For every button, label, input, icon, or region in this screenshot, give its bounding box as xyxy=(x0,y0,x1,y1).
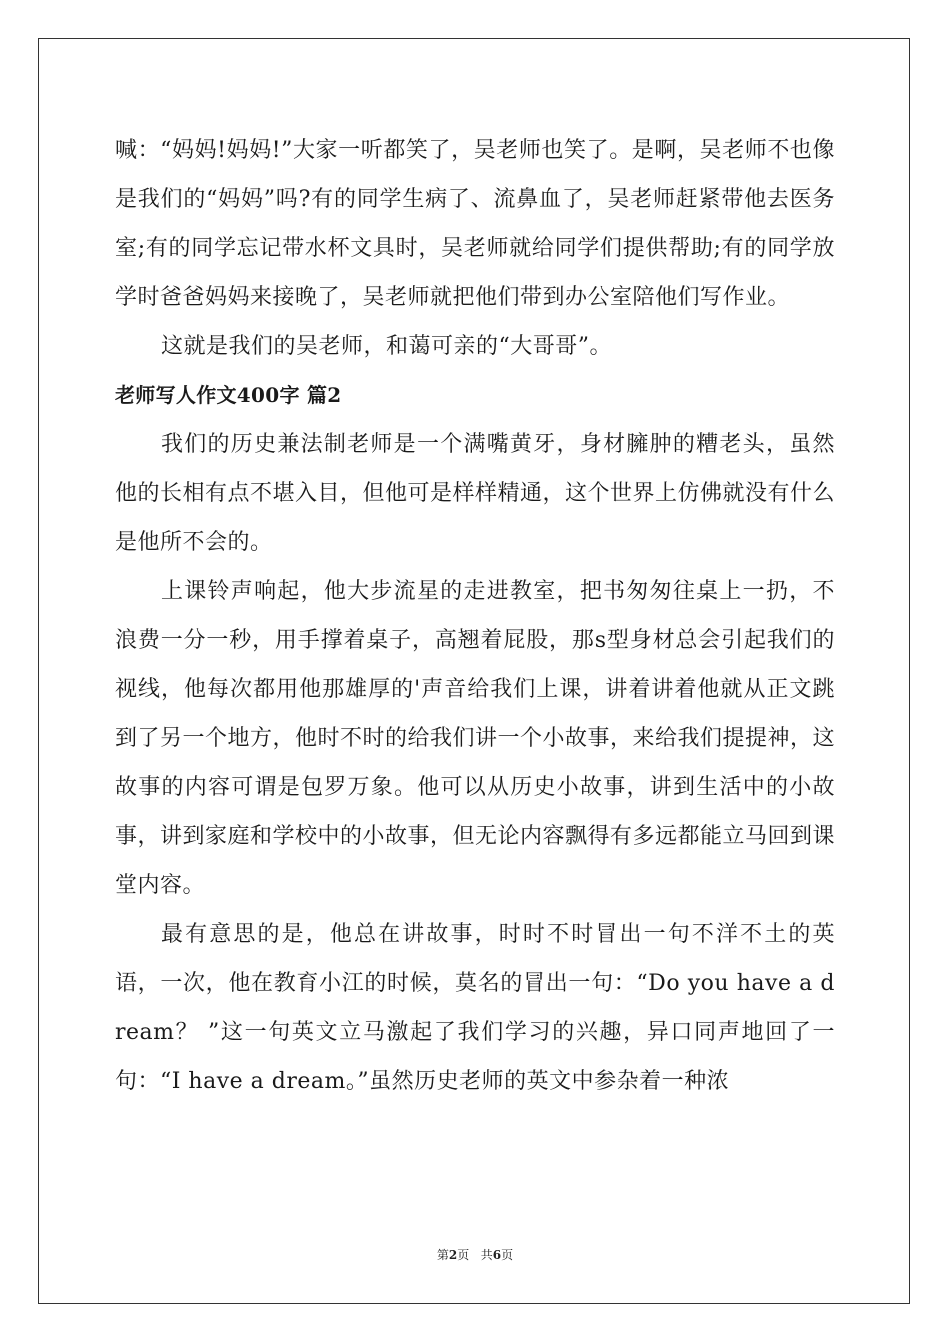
page-label-prefix: 第 xyxy=(436,1248,449,1262)
document-body xyxy=(115,126,835,1106)
paragraph: 最有意思的是，他总在讲故事，时时不时冒出一句不洋不土的英语，一次，他在教育小江的时候，莫名的冒出一句：“Do you have a dream？ ”这一句英文立马激起了我们学习的兴趣，异口同声地回了一句：“I have a dream。”虽然历史老师的英文中参杂着一种浓 xyxy=(115,922,835,1094)
paragraph: 我们的历史兼法制老师是一个满嘴黄牙，身材臃肿的糟老头，虽然他的长相有点不堪入目，但他可是样样精通，这个世界上仿佛就没有什么是他所不会的。 xyxy=(115,432,836,555)
total-pages: 6 xyxy=(492,1248,502,1262)
total-label-suffix: 页 xyxy=(501,1248,514,1262)
total-label-prefix: 共 xyxy=(480,1248,493,1262)
page-footer xyxy=(0,1246,950,1263)
page-number: 2 xyxy=(448,1248,458,1262)
section-heading: 老师写人作文400字 篇2 xyxy=(115,383,342,407)
paragraph: 这就是我们的吴老师，和蔼可亲的“大哥哥”。 xyxy=(161,334,612,359)
page-label-suffix: 页 xyxy=(457,1248,470,1262)
paragraph: 喊：“妈妈!妈妈!”大家一听都笑了，吴老师也笑了。是啊，吴老师不也像是我们的“妈妈”吗?有的同学生病了、流鼻血了，吴老师赶紧带他去医务室;有的同学忘记带水杯文具时，吴老师就给同学们提供帮助;有的同学放学时爸爸妈妈来接晚了，吴老师就把他们带到办公室陪他们写作业。 xyxy=(115,138,835,310)
paragraph: 上课铃声响起，他大步流星的走进教室，把书匆匆往桌上一扔，不浪费一分一秒，用手撑着桌子，高翘着屁股，那s型身材总会引起我们的视线，他每次都用他那雄厚的'声音给我们上课，讲着讲着他就从正文跳到了另一个地方，他时不时的给我们讲一个小故事，来给我们提提神，这故事的内容可谓是包罗万象。他可以从历史小故事，讲到生活中的小故事，讲到家庭和学校中的小故事，但无论内容飘得有多远都能立马回到课堂内容。 xyxy=(115,579,836,898)
